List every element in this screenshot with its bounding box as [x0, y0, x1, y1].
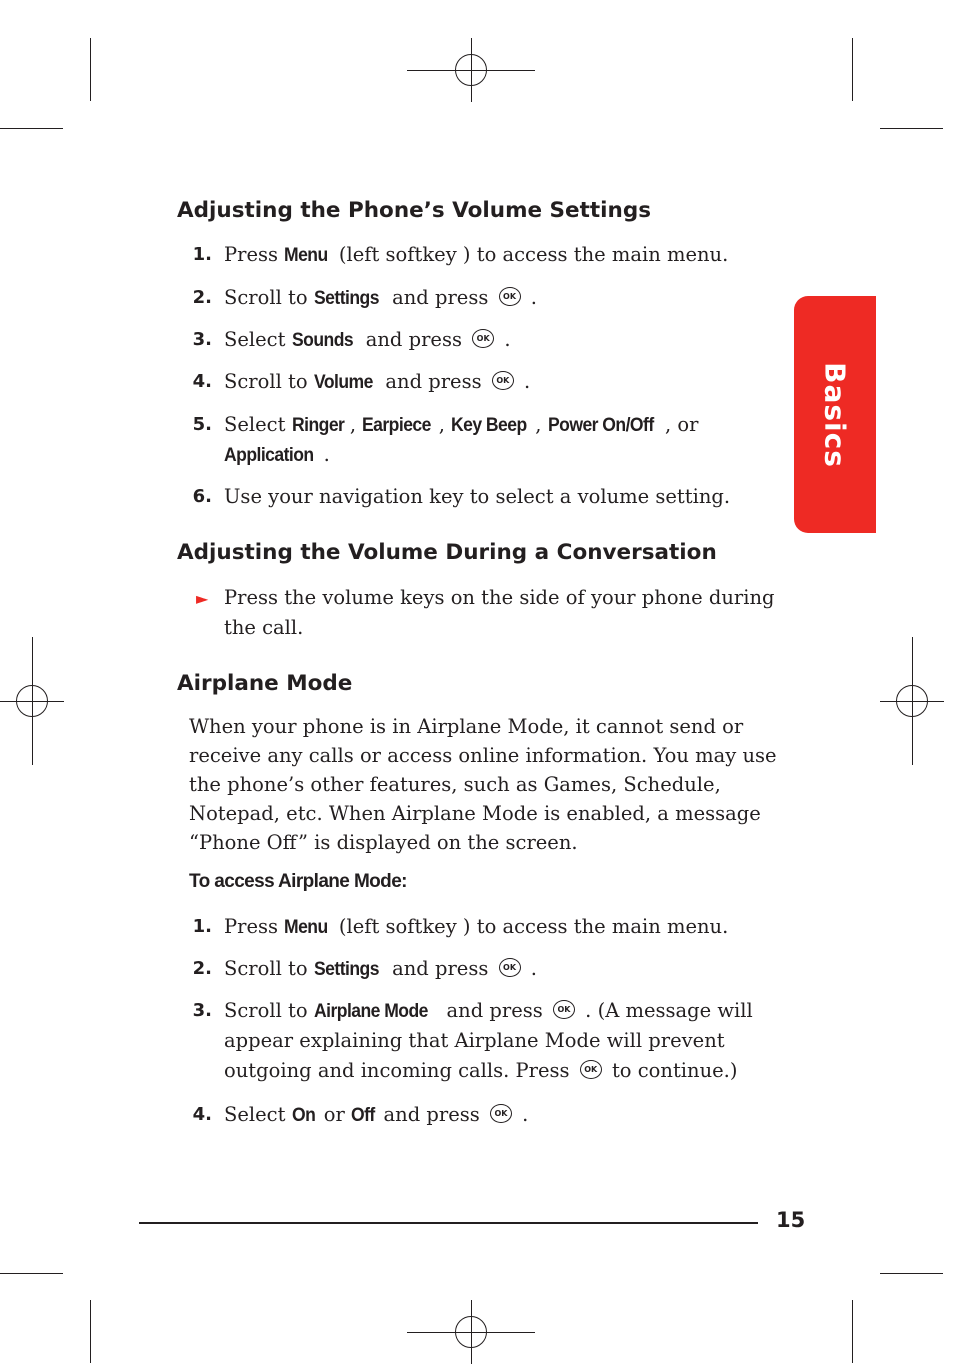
key-name: Settings [313, 287, 379, 309]
step-text-part: and press [379, 370, 488, 393]
heading-volume-settings: Adjusting the Phone’s Volume Settings [177, 198, 652, 223]
key-name: Sounds [291, 329, 353, 351]
page-number: 15 [776, 1208, 806, 1232]
step-number: 3. [192, 329, 212, 350]
ok-key-icon: OK [472, 329, 494, 348]
step-text-part: . [498, 328, 511, 351]
step-text-part: , [438, 413, 452, 436]
step-number: 5. [192, 414, 212, 435]
ok-key-icon: OK [580, 1060, 602, 1079]
step-number: 4. [192, 1104, 212, 1125]
airplane-mode-description: When your phone is in Airplane Mode, it cannot send or receive any calls or access online information. You may use the phone’s other features, such as Games, Schedule, Notepad, etc. When Airplane Mode is enabled, a message “Phone Off” is displayed on the screen. [189, 715, 777, 854]
key-name: Application [224, 444, 314, 466]
step-text-part: to continue.) [605, 1059, 738, 1082]
ok-key-icon: OK [490, 1104, 512, 1123]
step-text-part: Scroll to [224, 286, 314, 309]
step-text-part: and press [385, 957, 495, 980]
heading-airplane-mode: Airplane Mode [177, 671, 353, 696]
step-text-part: and press [377, 1103, 486, 1126]
step-text [224, 240, 780, 270]
step-text [224, 1100, 780, 1130]
key-name: Key Beep [451, 414, 527, 436]
heading-volume-conversation: Adjusting the Volume During a Conversation [177, 540, 717, 565]
step-text-part: . [515, 1103, 529, 1126]
step-text-part: or [317, 1103, 351, 1126]
ok-key-icon: OK [553, 1000, 575, 1019]
step-text [224, 325, 780, 355]
airplane-mode-subheading: To access Airplane Mode: [189, 871, 407, 892]
crop-mark [90, 1300, 91, 1363]
registration-mark-right [880, 637, 944, 765]
step-text-part: Select [224, 1103, 292, 1126]
step-text-part: and press [440, 999, 549, 1022]
key-name: Airplane Mode [313, 1000, 428, 1022]
step-text [224, 912, 780, 942]
step-text-part: and press [359, 328, 469, 351]
step-text [224, 283, 780, 313]
step-text-part: and press [385, 286, 495, 309]
step-number: 6. [192, 486, 212, 507]
footer-rule [139, 1222, 758, 1224]
key-name: Ringer [291, 414, 344, 436]
step-number: 1. [192, 916, 212, 937]
section-tab-label: Basics [818, 361, 852, 468]
step-text-part: Press [224, 915, 285, 938]
crop-mark [852, 38, 853, 101]
key-name: Menu [284, 244, 328, 266]
step-text-part: Use your navigation key to select a volume setting. [224, 485, 731, 508]
crop-mark [90, 38, 91, 101]
step-text-part: . [517, 370, 531, 393]
section-tab [794, 296, 876, 533]
key-name: Power On/Off [547, 414, 654, 436]
step-number: 4. [192, 371, 212, 392]
step-number: 2. [192, 287, 212, 308]
step-text-part: . [524, 957, 537, 980]
key-name: On [291, 1104, 315, 1126]
step-text-part: . [323, 443, 330, 466]
step-number: 2. [192, 958, 212, 979]
ok-key-icon: OK [499, 287, 521, 306]
step-text-part: Scroll to [224, 999, 314, 1022]
key-name: Volume [313, 371, 373, 393]
step-text-part: Scroll to [224, 370, 314, 393]
step-text-part: Press [224, 243, 285, 266]
step-number: 1. [192, 244, 212, 265]
registration-mark-left [0, 637, 64, 765]
step-text-part: (left softkey ) to access the main menu. [332, 243, 729, 266]
bullet-text: Press the volume keys on the side of your phone during the call. [224, 586, 775, 639]
key-name: Menu [284, 916, 328, 938]
step-text-part: , [349, 413, 363, 436]
ok-key-icon: OK [492, 371, 514, 390]
step-text-part: , or [665, 413, 699, 436]
step-number: 3. [192, 1000, 212, 1021]
registration-mark-bottom [407, 1300, 535, 1364]
registration-mark-top [407, 38, 535, 102]
crop-mark [0, 1273, 63, 1274]
step-text-part: . (A message will appear explaining that Airplane Mode will prevent outgoing and incoming calls. Press [224, 999, 753, 1082]
ok-key-icon: OK [499, 958, 521, 977]
step-text-part: Scroll to [224, 957, 314, 980]
step-text [224, 482, 780, 512]
step-text-part: Select [224, 413, 292, 436]
crop-mark [852, 1300, 853, 1363]
step-text [224, 410, 780, 470]
step-text-part: , [535, 413, 548, 436]
crop-mark [880, 1273, 943, 1274]
key-name: Earpiece [362, 414, 432, 436]
step-text-part: (left softkey ) to access the main menu. [332, 915, 729, 938]
step-text [224, 367, 780, 397]
step-text [224, 954, 780, 984]
bullet-arrow-icon: ► [196, 589, 209, 608]
crop-mark [880, 128, 943, 129]
key-name: Settings [313, 958, 379, 980]
step-text-part: . [524, 286, 537, 309]
crop-mark [0, 128, 63, 129]
key-name: Off [351, 1104, 375, 1126]
step-text [224, 996, 780, 1086]
step-text-part: Select [224, 328, 292, 351]
